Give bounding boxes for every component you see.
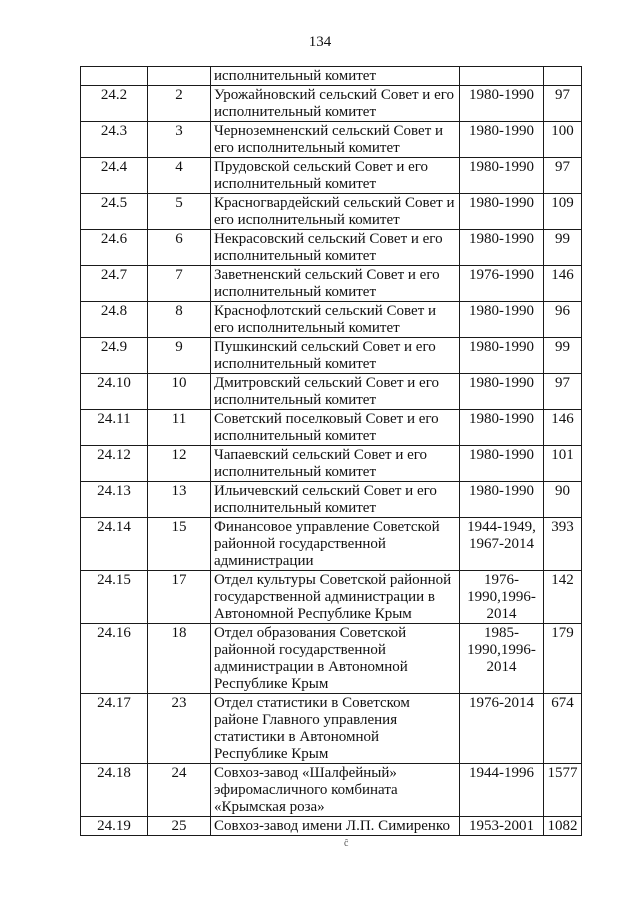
date-range-cell: 1980-1990 [460, 86, 544, 122]
fund-name-cell: Черноземненский сельский Совет и его исполнительный комитет [211, 122, 460, 158]
fund-name-cell: Некрасовский сельский Совет и его исполнительный комитет [211, 230, 460, 266]
row-index-cell: 24.10 [81, 374, 148, 410]
date-range-cell: 1980-1990 [460, 230, 544, 266]
fund-number-cell: 15 [148, 518, 211, 571]
fund-number-cell: 5 [148, 194, 211, 230]
fund-number-cell: 18 [148, 624, 211, 694]
table-row [81, 67, 582, 86]
table-row [81, 571, 582, 624]
table-row [81, 482, 582, 518]
table-row [81, 518, 582, 571]
fund-name-cell: Отдел культуры Советской районной государственной администрации в Автономной Республике Крым [211, 571, 460, 624]
row-index-cell: 24.17 [81, 694, 148, 764]
table-row [81, 817, 582, 836]
fund-number-cell: 8 [148, 302, 211, 338]
date-range-cell: 1980-1990 [460, 446, 544, 482]
row-index-cell: 24.18 [81, 764, 148, 817]
row-index-cell: 24.5 [81, 194, 148, 230]
item-count-cell [544, 67, 582, 86]
table-row [81, 374, 582, 410]
table-row [81, 694, 582, 764]
row-index-cell: 24.2 [81, 86, 148, 122]
item-count-cell: 97 [544, 158, 582, 194]
item-count-cell: 97 [544, 374, 582, 410]
date-range-cell: 1980-1990 [460, 338, 544, 374]
item-count-cell: 1577 [544, 764, 582, 817]
item-count-cell: 101 [544, 446, 582, 482]
fund-number-cell: 17 [148, 571, 211, 624]
table-row [81, 266, 582, 302]
row-index-cell: 24.6 [81, 230, 148, 266]
date-range-cell: 1953-2001 [460, 817, 544, 836]
item-count-cell: 179 [544, 624, 582, 694]
fund-number-cell: 10 [148, 374, 211, 410]
date-range-cell: 1944-1949, 1967-2014 [460, 518, 544, 571]
date-range-cell: 1976-2014 [460, 694, 544, 764]
fund-name-cell: Ильичевский сельский Совет и его исполнительный комитет [211, 482, 460, 518]
fund-name-cell: Красногвардейский сельский Совет и его исполнительный комитет [211, 194, 460, 230]
row-index-cell [81, 67, 148, 86]
item-count-cell: 142 [544, 571, 582, 624]
table-row [81, 122, 582, 158]
fund-name-cell: Чапаевский сельский Совет и его исполнительный комитет [211, 446, 460, 482]
fund-name-cell: Советский поселковый Совет и его исполнительный комитет [211, 410, 460, 446]
fund-name-cell: исполнительный комитет [211, 67, 460, 86]
fund-number-cell: 24 [148, 764, 211, 817]
row-index-cell: 24.15 [81, 571, 148, 624]
fund-number-cell: 23 [148, 694, 211, 764]
table-row [81, 230, 582, 266]
row-index-cell: 24.12 [81, 446, 148, 482]
fund-name-cell: Краснофлотский сельский Совет и его исполнительный комитет [211, 302, 460, 338]
fund-number-cell: 13 [148, 482, 211, 518]
item-count-cell: 146 [544, 266, 582, 302]
date-range-cell: 1980-1990 [460, 158, 544, 194]
date-range-cell: 1980-1990 [460, 374, 544, 410]
row-index-cell: 24.13 [81, 482, 148, 518]
row-index-cell: 24.3 [81, 122, 148, 158]
fund-name-cell: Финансовое управление Советской районной государственной администрации [211, 518, 460, 571]
fund-number-cell [148, 67, 211, 86]
date-range-cell: 1976-1990,1996-2014 [460, 571, 544, 624]
date-range-cell [460, 67, 544, 86]
scan-mark: ĉ [344, 838, 349, 849]
fund-number-cell: 6 [148, 230, 211, 266]
table-row [81, 158, 582, 194]
table-row [81, 302, 582, 338]
row-index-cell: 24.4 [81, 158, 148, 194]
table-body [81, 67, 582, 836]
fund-name-cell: Прудовской сельский Совет и его исполнительный комитет [211, 158, 460, 194]
fund-number-cell: 2 [148, 86, 211, 122]
item-count-cell: 100 [544, 122, 582, 158]
fund-name-cell: Отдел образования Советской районной государственной администрации в Автономной Республике Крым [211, 624, 460, 694]
fund-name-cell: Заветненский сельский Совет и его исполнительный комитет [211, 266, 460, 302]
table-row [81, 446, 582, 482]
item-count-cell: 109 [544, 194, 582, 230]
table-row [81, 86, 582, 122]
fund-name-cell: Совхоз-завод имени Л.П. Симиренко [211, 817, 460, 836]
date-range-cell: 1980-1990 [460, 122, 544, 158]
table-row [81, 194, 582, 230]
fund-name-cell: Урожайновский сельский Совет и его исполнительный комитет [211, 86, 460, 122]
item-count-cell: 99 [544, 338, 582, 374]
date-range-cell: 1985-1990,1996-2014 [460, 624, 544, 694]
row-index-cell: 24.11 [81, 410, 148, 446]
item-count-cell: 146 [544, 410, 582, 446]
item-count-cell: 99 [544, 230, 582, 266]
table-row [81, 624, 582, 694]
item-count-cell: 1082 [544, 817, 582, 836]
fund-number-cell: 7 [148, 266, 211, 302]
table-row [81, 338, 582, 374]
date-range-cell: 1980-1990 [460, 194, 544, 230]
fund-number-cell: 11 [148, 410, 211, 446]
archive-fund-table [80, 66, 582, 836]
item-count-cell: 674 [544, 694, 582, 764]
table-row [81, 764, 582, 817]
date-range-cell: 1980-1990 [460, 482, 544, 518]
fund-name-cell: Совхоз-завод «Шалфейный» эфиромасличного комбината «Крымская роза» [211, 764, 460, 817]
fund-number-cell: 12 [148, 446, 211, 482]
page-number: 134 [308, 34, 332, 50]
item-count-cell: 90 [544, 482, 582, 518]
fund-number-cell: 4 [148, 158, 211, 194]
row-index-cell: 24.9 [81, 338, 148, 374]
item-count-cell: 393 [544, 518, 582, 571]
fund-name-cell: Пушкинский сельский Совет и его исполнительный комитет [211, 338, 460, 374]
row-index-cell: 24.8 [81, 302, 148, 338]
item-count-cell: 97 [544, 86, 582, 122]
date-range-cell: 1980-1990 [460, 410, 544, 446]
date-range-cell: 1976-1990 [460, 266, 544, 302]
table-row [81, 410, 582, 446]
fund-number-cell: 25 [148, 817, 211, 836]
fund-name-cell: Дмитровский сельский Совет и его исполнительный комитет [211, 374, 460, 410]
fund-number-cell: 9 [148, 338, 211, 374]
row-index-cell: 24.7 [81, 266, 148, 302]
date-range-cell: 1944-1996 [460, 764, 544, 817]
row-index-cell: 24.19 [81, 817, 148, 836]
row-index-cell: 24.14 [81, 518, 148, 571]
fund-number-cell: 3 [148, 122, 211, 158]
fund-name-cell: Отдел статистики в Советском районе Главного управления статистики в Автономной Республике Крым [211, 694, 460, 764]
item-count-cell: 96 [544, 302, 582, 338]
row-index-cell: 24.16 [81, 624, 148, 694]
date-range-cell: 1980-1990 [460, 302, 544, 338]
